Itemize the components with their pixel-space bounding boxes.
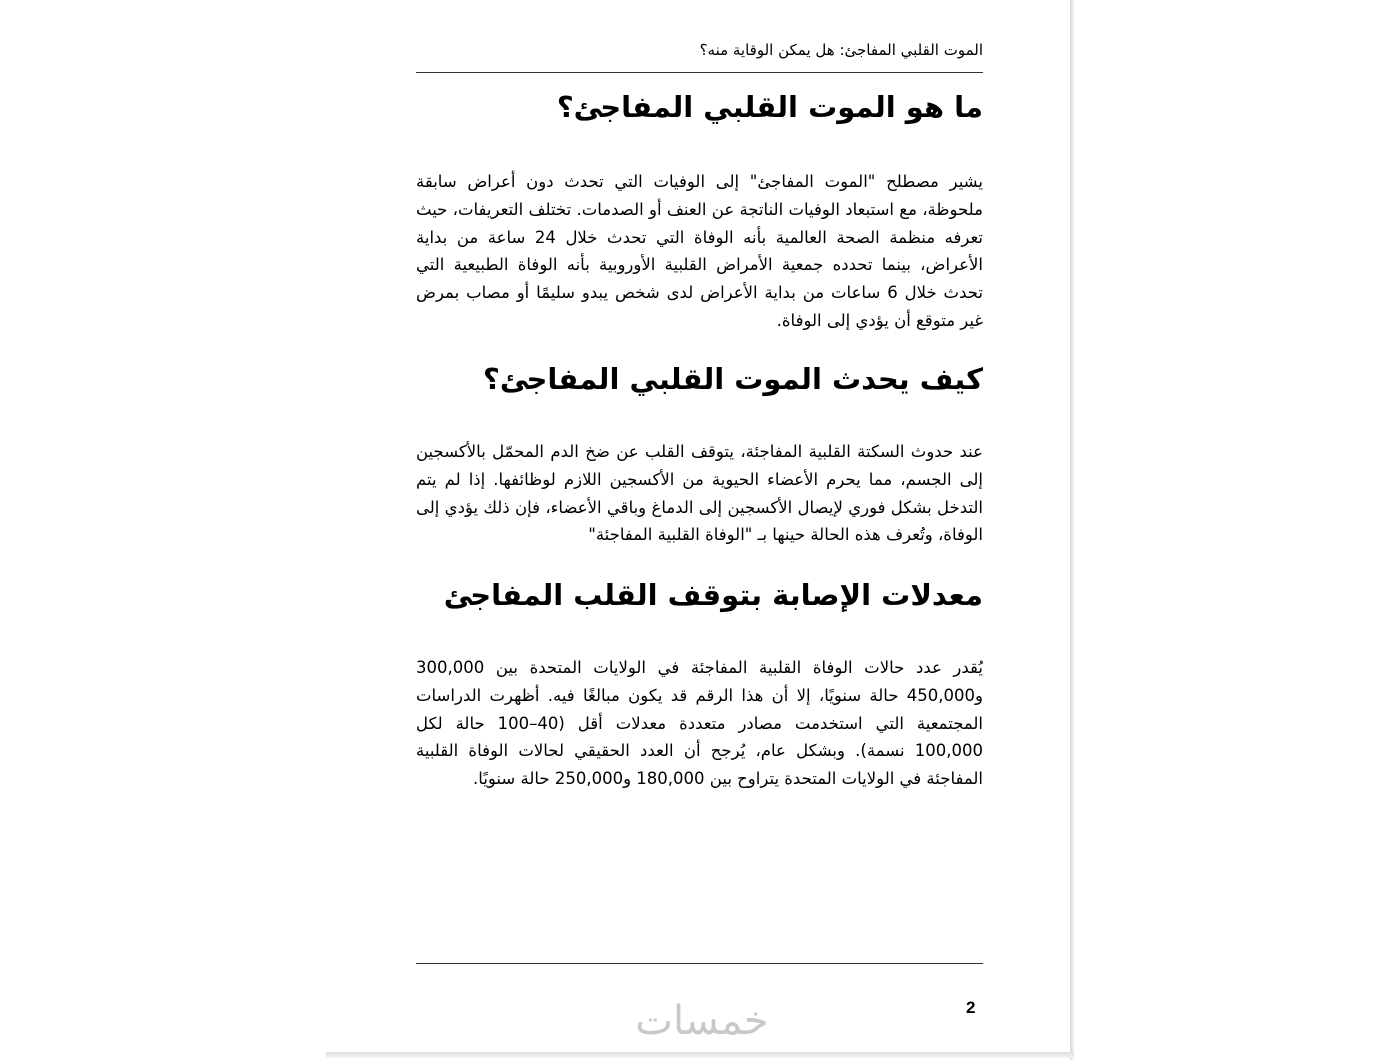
running-header: الموت القلبي المفاجئ: هل يمكن الوقاية منه؟	[699, 41, 983, 59]
section-incidence-rates	[416, 570, 983, 620]
page-edge-shadow-right	[1070, 0, 1074, 1060]
page-edge-shadow-bottom	[326, 1052, 1074, 1058]
paragraph: عند حدوث السكتة القلبية المفاجئة، يتوقف القلب عن ضخ الدم المحمّل بالأكسجين إلى الجسم، مما يحرم الأعضاء الحيوية من الأكسجين اللازم لوظائفها. إذا لم يتم التدخل بشكل فوري لإيصال الأكسجين إلى الدماغ وباقي الأعضاء، فإن ذلك يؤدي إلى الوفاة، وتُعرف هذه الحالة حينها بـ "الوفاة القلبية المفاجئة"	[416, 442, 983, 545]
section-how-happens	[416, 354, 983, 404]
header-divider	[416, 72, 983, 73]
section-what-is	[416, 82, 983, 132]
section-heading: ما هو الموت القلبي المفاجئ؟	[556, 90, 983, 124]
footer-divider	[416, 963, 983, 964]
paragraph: يُقدر عدد حالات الوفاة القلبية المفاجئة في الولايات المتحدة بين 300,000 و450,000 حالة سنويًا، إلا أن هذا الرقم قد يكون مبالغًا فيه. أظهرت الدراسات المجتمعية التي استخدمت مصادر متعددة معدلات أقل (40–100 حالة لكل 100,000 نسمة). وبشكل عام، يُرجح أن العدد الحقيقي لحالات الوفاة القلبية المفاجئة في الولايات المتحدة يتراوح بين 180,000 و250,000 حالة سنويًا.	[416, 658, 983, 789]
page-number: 2	[966, 998, 976, 1017]
watermark-logo: خمسات	[635, 998, 769, 1044]
section-how-happens-body	[416, 438, 983, 549]
section-what-is-body	[416, 168, 983, 335]
paragraph: يشير مصطلح "الموت المفاجئ" إلى الوفيات التي تحدث دون أعراض سابقة ملحوظة، مع استبعاد الوفيات الناتجة عن العنف أو الصدمات. تختلف التعريفات، حيث تعرفه منظمة الصحة العالمية بأنه الوفاة التي تحدث خلال 24 ساعة من بداية الأعراض، بينما تحدده جمعية الأمراض القلبية الأوروبية بأنه الوفاة الطبيعية التي تحدث خلال 6 ساعات من بداية الأعراض لدى شخص يبدو سليمًا أو مصاب بمرض غير متوقع أن يؤدي إلى الوفاة.	[416, 172, 983, 330]
section-heading: معدلات الإصابة بتوقف القلب المفاجئ	[443, 578, 983, 612]
section-heading: كيف يحدث الموت القلبي المفاجئ؟	[483, 362, 983, 396]
section-incidence-rates-body	[416, 654, 983, 793]
